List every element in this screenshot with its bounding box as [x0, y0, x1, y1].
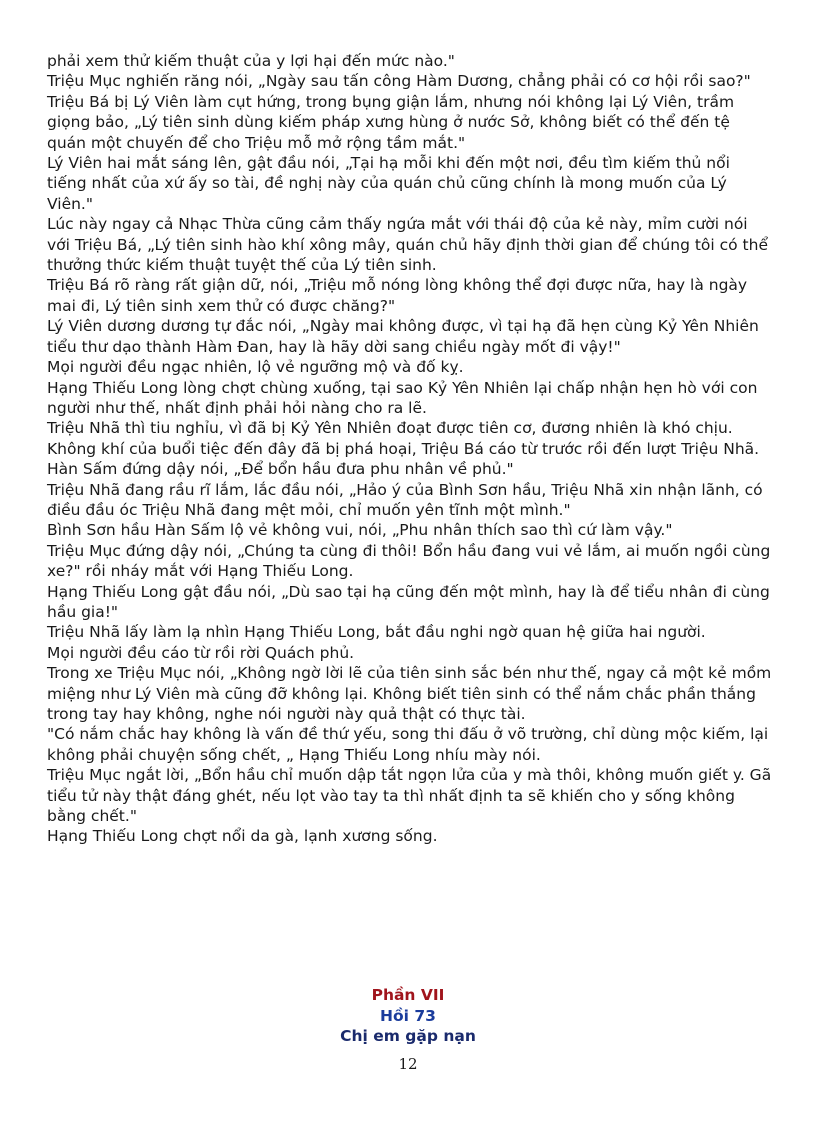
paragraph: Triệu Mục nghiến răng nói, „Ngày sau tấn công Hàm Dương, chẳng phải có cơ hội rồi sao?" [47, 72, 751, 91]
chapter-title: Chị em gặp nạn [340, 1027, 476, 1045]
paragraph: Hạng Thiếu Long gật đầu nói, „Dù sao tại hạ cũng đến một mình, hay là để tiểu nhân đi cùng hầu gia!" [47, 582, 770, 621]
paragraph: Bình Sơn hầu Hàn Sấm lộ vẻ không vui, nói, „Phu nhân thích sao thì cứ làm vậy." [47, 521, 673, 540]
chapter-heading [0, 985, 816, 1047]
paragraph: Triệu Bá bị Lý Viên làm cụt hứng, trong bụng giận lắm, nhưng nói không lại Lý Viên, trầm giọng bảo, „Lý tiên sinh dùng kiếm pháp xưng hùng ở nước Sở, không biết có thể đến tệ quán một chuyến để cho Triệu mỗ mở rộng tầm mắt." [47, 92, 735, 152]
paragraph: "Có nắm chắc hay không là vấn đề thứ yếu, song thi đấu ở võ trường, chỉ dùng mộc kiếm, lại không phải chuyện sống chết, „ Hạng Thiếu Long nhíu mày nói. [47, 725, 769, 764]
paragraph: Mọi người đều ngạc nhiên, lộ vẻ ngưỡng mộ và đố kỵ. [47, 358, 464, 377]
paragraph: Triệu Nhã thì tiu nghỉu, vì đã bị Kỷ Yên Nhiên đoạt được tiên cơ, đương nhiên là khó chịu. [47, 419, 733, 438]
paragraph: phải xem thử kiếm thuật của y lợi hại đến mức nào." [47, 52, 455, 70]
paragraph: Triệu Mục đứng dậy nói, „Chúng ta cùng đi thôi! Bổn hầu đang vui vẻ lắm, ai muốn ngồi cùng xe?" rồi nháy mắt với Hạng Thiếu Long. [47, 541, 771, 581]
body-text [47, 51, 772, 847]
paragraph: Lúc này ngay cả Nhạc Thừa cũng cảm thấy ngứa mắt với thái độ của kẻ này, mỉm cười nói với Triệu Bá, „Lý tiên sinh hào khí xông mây, quán chủ hãy định thời gian để chúng tôi có thể thưởng thức kiếm thuật tuyệt thế của Lý tiên sinh. [47, 215, 768, 275]
paragraph: Hàn Sấm đứng dậy nói, „Để bổn hầu đưa phu nhân về phủ." [47, 460, 514, 479]
paragraph: Lý Viên hai mắt sáng lên, gật đầu nói, „Tại hạ mỗi khi đến một nơi, đều tìm kiếm thủ nổi tiếng nhất của xứ ấy so tài, đề nghị này của quán chủ cũng chính là mong muốn của Lý Viên." [47, 154, 730, 213]
paragraph: Triệu Nhã lấy làm lạ nhìn Hạng Thiếu Long, bắt đầu nghi ngờ quan hệ giữa hai người. [47, 623, 706, 642]
paragraph: Không khí của buổi tiệc đến đây đã bị phá hoại, Triệu Bá cáo từ trước rồi đến lượt Triệu Nhã. [47, 439, 760, 458]
page-number: 12 [398, 1055, 418, 1073]
paragraph: Triệu Bá rõ ràng rất giận dữ, nói, „Triệu mỗ nóng lòng không thể đợi được nữa, hay là ngày mai đi, Lý tiên sinh xem thử có được chăng?" [47, 276, 748, 315]
part-title: Phần VII [371, 986, 445, 1004]
paragraph: Hạng Thiếu Long chợt nổi da gà, lạnh xương sống. [47, 827, 438, 846]
paragraph: Triệu Nhã đang rầu rĩ lắm, lắc đầu nói, „Hảo ý của Bình Sơn hầu, Triệu Nhã xin nhận lãnh, có điều đầu óc Triệu Nhã đang mệt mỏi, chỉ muốn yên tĩnh một mình." [47, 480, 763, 519]
chapter-number: Hồi 73 [380, 1006, 436, 1025]
paragraph: Trong xe Triệu Mục nói, „Không ngờ lời lẽ của tiên sinh sắc bén như thế, ngay cả một kẻ mồm miệng như Lý Viên mà cũng đỡ không lại. Không biết tiên sinh có thể nắm chắc phần thắng trong tay hay không, nghe nói người này quả thật có thực tài. [47, 664, 772, 723]
paragraph: Hạng Thiếu Long lòng chợt chùng xuống, tại sao Kỷ Yên Nhiên lại chấp nhận hẹn hò với con người như thế, nhất định phải hỏi nàng cho ra lẽ. [47, 378, 758, 417]
paragraph: Mọi người đều cáo từ rồi rời Quách phủ. [47, 643, 355, 662]
paragraph: Triệu Mục ngắt lời, „Bổn hầu chỉ muốn dập tắt ngọn lửa của y mà thôi, không muốn giết y. Gã tiểu tử này thật đáng ghét, nếu lọt vào tay ta thì nhất định ta sẽ khiến cho y sống không bằng chết." [47, 766, 772, 826]
paragraph: Lý Viên dương dương tự đắc nói, „Ngày mai không được, vì tại hạ đã hẹn cùng Kỷ Yên Nhiên tiểu thư dạo thành Hàm Đan, hay là hãy dời sang chiều ngày mốt đi vậy!" [47, 317, 759, 356]
